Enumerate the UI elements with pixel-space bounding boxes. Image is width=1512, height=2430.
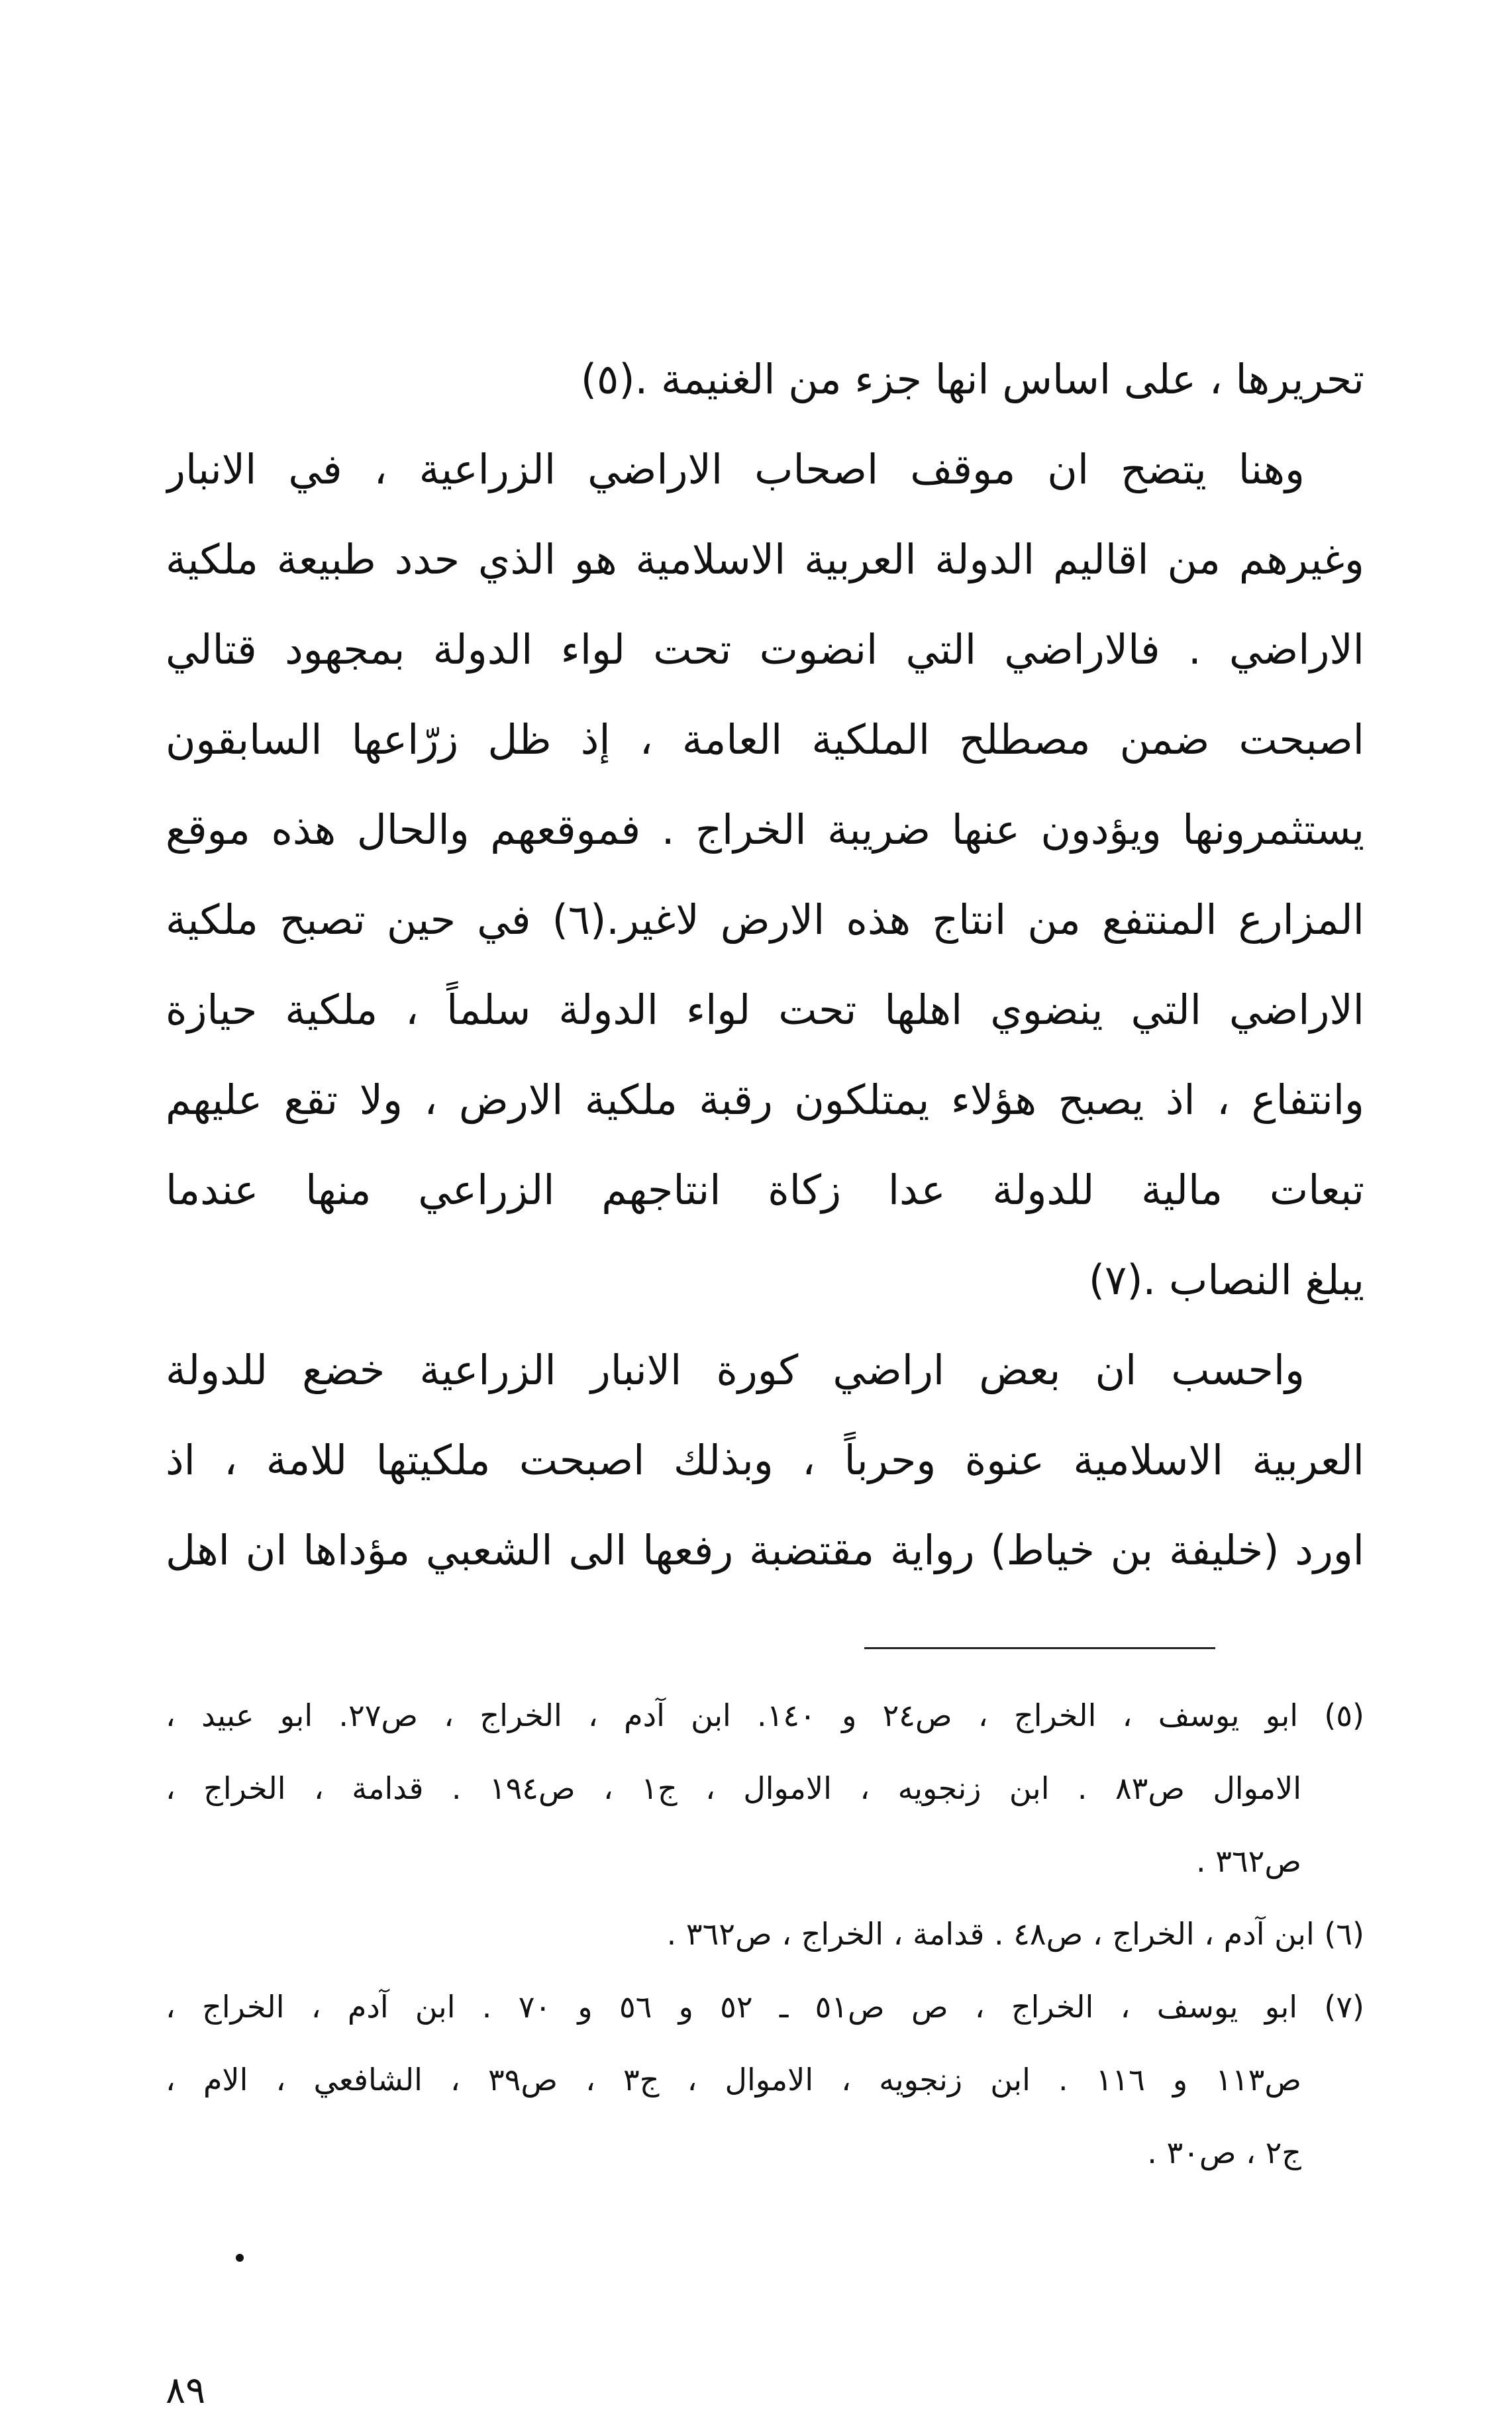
stray-dot-mark bbox=[236, 2254, 244, 2262]
body-line: يستثمرونها ويؤدون عنها ضريبة الخراج . فموقعهم والحال هذه موقع bbox=[166, 805, 1364, 854]
body-line: الاراضي التي ينضوي اهلها تحت لواء الدولة سلماً ، ملكية حيازة bbox=[166, 986, 1364, 1034]
body-line: واحسب ان بعض اراضي كورة الانبار الزراعية خضع للدولة bbox=[166, 1346, 1305, 1394]
footnote-line: (٥) ابو يوسف ، الخراج ، ص٢٤ و ١٤٠. ابن آدم ، الخراج ، ص٢٧. ابو عبيد ، bbox=[166, 1697, 1364, 1733]
body-text bbox=[166, 334, 1364, 1595]
body-line: وغيرهم من اقاليم الدولة العربية الاسلامية هو الذي حدد طبيعة ملكية bbox=[166, 535, 1364, 583]
footnote-line: (٦) ابن آدم ، الخراج ، ص٤٨ . قدامة ، الخراج ، ص٣٦٢ . bbox=[666, 1916, 1364, 1952]
body-line: تبعات مالية للدولة عدا زكاة انتاجهم الزراعي منها عندما bbox=[166, 1166, 1364, 1214]
body-line: وهنا يتضح ان موقف اصحاب الاراضي الزراعية ، في الانبار bbox=[166, 445, 1305, 493]
body-line: المزارع المنتفع من انتاج هذه الارض لاغير.(٦) في حين تصبح ملكية bbox=[166, 895, 1364, 944]
body-line: يبلغ النصاب .(٧) bbox=[1088, 1256, 1364, 1304]
page-number: ٨٩ bbox=[166, 2369, 206, 2412]
footnote-line: ص٣٦٢ . bbox=[1196, 1843, 1301, 1879]
body-line: وانتفاع ، اذ يصبح هؤلاء يمتلكون رقبة ملكية الارض ، ولا تقع عليهم bbox=[166, 1076, 1364, 1124]
body-line: اورد (خليفة بن خياط) رواية مقتضبة رفعها الى الشعبي مؤداها ان اهل bbox=[166, 1526, 1364, 1574]
body-line: الاراضي . فالاراضي التي انضوت تحت لواء الدولة بمجهود قتالي bbox=[166, 625, 1364, 674]
footnote-line: الاموال ص٨٣ . ابن زنجويه ، الاموال ، ج١ ، ص١٩٤ . قدامة ، الخراج ، bbox=[166, 1770, 1301, 1806]
footnote-line: ج٢ ، ص٣٠ . bbox=[1147, 2135, 1301, 2170]
footnote-line: (٧) ابو يوسف ، الخراج ، ص ص٥١ ـ ٥٢ و ٥٦ و ٧٠ . ابن آدم ، الخراج ، bbox=[166, 1989, 1364, 2025]
body-line: العربية الاسلامية عنوة وحرباً ، وبذلك اصبحت ملكيتها للامة ، اذ bbox=[166, 1436, 1364, 1484]
body-line: تحريرها ، على اساس انها جزء من الغنيمة .(٥) bbox=[580, 355, 1364, 403]
footnotes bbox=[166, 1679, 1364, 2189]
body-line: اصبحت ضمن مصطلح الملكية العامة ، إذ ظل زرّاعها السابقون bbox=[166, 715, 1364, 764]
footnote-line: ص١١٣ و ١١٦ . ابن زنجويه ، الاموال ، ج٣ ، ص٣٩ ، الشافعي ، الام ، bbox=[166, 2062, 1301, 2098]
footnote-divider bbox=[864, 1647, 1215, 1649]
